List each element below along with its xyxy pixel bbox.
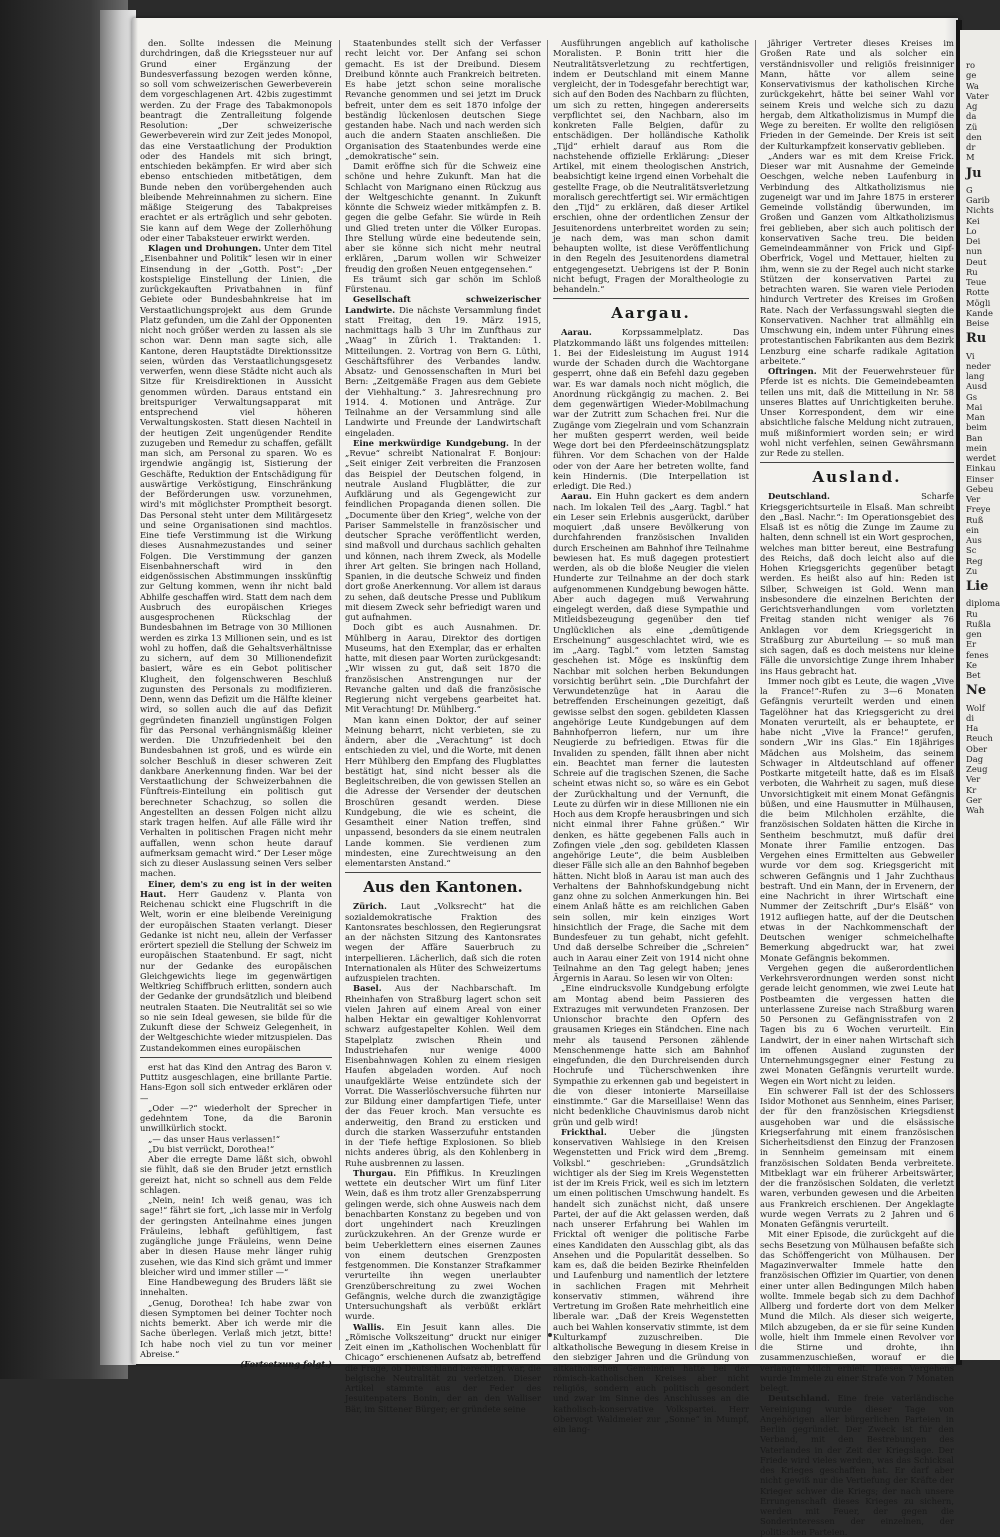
- next-page-line-fragment: Deut: [966, 256, 987, 267]
- next-page-line-fragment: G: [966, 184, 973, 195]
- article-paragraph: „Eine eindrucksvolle Kundgebung erfolgte am Montag abend beim Passieren des Extrazuges mit verwundeten Franzosen. Der Unionschor brachte den Opfern des grausamen Krieges ein Ständchen. Eine nach mehr als tausend Personen zählende Menschenmenge hatte sich am Bahnhof eingefunden, die den Durchreisenden durch Hochrufe und Tücherschwenken ihre Sympathie zu erkennen gab und begeistert in die von dieser intonierte Marseillaise einstimmte.“ Gar die Marseillaise! Wenn das nicht bedenkliche Chauvinismus darob nicht grün und gelb wird!: [553, 983, 749, 1127]
- feuilleton-paragraph: „Oder —?“ wiederholt der Sprecher in gedehntem Tone, da die Baronin unwillkürlich stockt.: [140, 1102, 332, 1134]
- article-paragraph: Eine merkwürdige Kundgebung. In der „Revue“ schreibt Nationalrat F. Bonjour: „Seit einiger Zeit verbreiten die Franzosen das Beispiel der Deutschen folgend, in neutrale Ausland Flugblätter, die zur Aufklärung und als Gegengewicht zur feindlichen Propaganda dienen sollen. Die „Documente über den Krieg“, welche von der Pariser Sammelstelle in französischer und deutscher Sprache veröffentlicht werden, sind maßvoll und durchaus sachlich gehalten und können, nach ihrem Zweck, als Modelle ihrer Art gelten. Sie bringen nach Holland, Spanien, in die deutsche Schweiz und finden dort große Anerkennung. Vor allem ist daraus zu sehen, daß deutsche Presse und Publikum mit diesem Zweck sehr befriedigt waren und gut aufnahmen.: [345, 437, 541, 622]
- section-divider: [760, 462, 954, 463]
- article-heading: Aarau.: [561, 491, 592, 502]
- feuilleton-paragraph: erst hat das Kind den Antrag des Baron v. Puttitz ausgeschlagen, eine brillante Partie. Hans-Egon soll sich entweder erklären oder —: [140, 1061, 332, 1103]
- next-page-line-fragment: Einkau: [966, 463, 996, 474]
- next-page-line-fragment: Reg: [966, 555, 983, 566]
- page-edge: [100, 10, 136, 1365]
- next-page-line-fragment: ge: [966, 70, 977, 81]
- next-page-line-fragment: Gs: [966, 391, 977, 402]
- next-page-line-fragment: Ruß: [966, 514, 984, 525]
- article-paragraph: Mit einer Episode, die zurückgeht auf die sechs Besetzung von Mülhausen befaßte sich das Schöffengericht von Mülhausen. Der Magazinverwalter Immele hatte den französischen Offizier im Quartier, von denen einer unter allen Bedingungen Milch haben wollte. Immele begab sich zu dem Dachhof Allberg und forderte dort von dem Melker Mund die Milch. Als dieser sich weigerte, Milch abzugeben, da er sie für seine Kunden wolle, hielt ihm Immele einen Revolver vor die Stirne und drohte, ihn zusammenzuschießen, worauf er die verlangte Milch erhielt. Dieses Vergehens wurde Immele zu einer Strafe von 7 Monaten belegt.: [760, 1229, 954, 1393]
- column-1-articles: [140, 38, 332, 1053]
- next-page-line-fragment: Lo: [966, 225, 977, 236]
- article-paragraph: Man kann einen Doktor, der auf seiner Meinung beharrt, nicht verbieten, sie zu ändern, aber die „Verachtung“ ist doch entschieden zu viel, und die Worte, mit denen Herr Mühlberg den Empfang des Flugblattes bestätigt hat, sind nicht besser als die Begleitschreiben, die von gewissen Stellen an die Adresse der Versender der deutschen Broschüren gesandt werden. Diese Kundgebung, die wie es scheint, die Gesamtheit einer Nation treffen, sind unpassend, besonders da sie einem neutralen Lande kommen. Sie verdienen zum mindesten, eine Zurechtweisung an den elementarsten Anstand.“: [345, 714, 541, 868]
- column-1: [140, 38, 332, 1369]
- next-page-line-fragment: da: [966, 111, 977, 122]
- next-page-text-fragments: [962, 60, 1000, 1350]
- article-paragraph: Basel. Aus der Nachbarschaft. Im Rheinhafen von Straßburg lagert schon seit vielen Jahren auf einem Areal von einer halben Hektar ein gewaltiger Kohlenvorrat schwarz aufgestapelter Kohlen. Weil dem Stapelplatz zwischen Rhein und Industriehafen nur wenige 4000 Eisenbahnwagen Kohlen zu einem riesigen Haufen abgeladen worden. Auf noch unaufgeklärte Weise entzündete sich der Vorrat. Die Wasserlöschversuche führten nur zur Bildung einer dampfartigen Tiefe, unter der das Feuer kroch. Man versuchte es anderweitig, den Brand zu ersticken und durch die starken Wasserzufuhr entstanden in der Tiefe heftige Explosionen. So blieb nichts anderes übrig, als den Kohlenberg in Ruhe ausbrennen zu lassen.: [345, 983, 541, 1168]
- article-heading: Oftringen.: [768, 366, 817, 376]
- column-rule: [339, 40, 340, 1350]
- continued-note: (Fortsetzung folgt.): [240, 1359, 332, 1369]
- next-page-line-fragment: Ger: [966, 794, 982, 805]
- article-heading: Eine merkwürdige Kundgebung.: [353, 437, 509, 448]
- next-page-line-fragment: Vater: [966, 90, 989, 101]
- next-page-line-fragment: Ver: [966, 494, 981, 504]
- next-page-line-fragment: Gebeu: [966, 483, 994, 494]
- article-heading: Aarau.: [561, 327, 592, 338]
- next-page-line-fragment: Ha: [966, 723, 979, 733]
- section-divider: [345, 872, 541, 873]
- next-page-line-fragment: Zu: [966, 565, 978, 576]
- article-paragraph: Deutschland. Eine freie vaterländische Vereinigung wurde dieser Tage von Angehörigen aller bürgerlichen Parteien in Berlin gegründet. Der Zweck ist für den Verband, mit den Bestrebungen des Vaterlandes in der Zeit der Kriegslage. Der Friede wird vieles werden, was das Schicksal des Krieges geschaffen hat. Er darf aber nicht gewiß nur die Vertiefung der Kräfte der Krieger schwer die Kriegs; der nach unsere Errungenschaft dieses Krieges zu sichern, werden mit Feuer, der gegen die Sonderinteressen der einzelnen, der politischen Parteien.: [760, 1393, 955, 1537]
- next-page-line-fragment: gen: [966, 629, 982, 639]
- article-paragraph: Ausführungen angeblich auf katholische Moralisten. P. Bonin tritt hier die Neutralitätsverletzung zu rechtfertigen, indem er Deutschland mit einem Manne vergleicht, der in Todesgefahr berechtigt war, sich auf den Boden des Nachbarn zu flüchten, um sich zu retten, hingegen andererseits verpflichtet sei, den Nachbarn, also im konkreten Falle Belgien, dafür zu entschädigen. Der holländische Katholik „Tijd“ erhielt darauf aus Rom die nachstehende offizielle Erklärung: „Dieser Artikel, mit einem theologischen Anstrich, beabsichtigt keine irgend einen Vorbehalt die gestellte Frage, ob die Neutralitätsverletzung moralisch gerechtfertigt sei. Wir ermächtigen den „Tijd“ zu erklären, daß dieser Artikel erschien, ohne der ordentlichen Zensur der Jesuitenordens unterbreitet worden zu sein; je nach dem, was man schon damit behaupten wollte, ist diese Veröffentlichung in den Regeln des Jesuitenordens diametral entgegengesetzt. Uebrigens ist der P. Bonin nicht befugt, Fragen der Moraltheologie zu behandeln.“: [553, 38, 749, 294]
- next-page-line-fragment: Ru: [966, 266, 978, 277]
- next-page-heading-fragment: Ne: [966, 683, 987, 699]
- next-page-line-fragment: Wah: [966, 805, 985, 815]
- article-heading: Deutschland.: [768, 491, 830, 502]
- article-heading: Frickthal.: [561, 1126, 607, 1137]
- next-page-line-fragment: Aus: [966, 535, 982, 545]
- article-heading: Basel.: [353, 983, 382, 994]
- next-page-line-fragment: lang: [966, 371, 985, 381]
- next-page-line-fragment: Kr: [966, 784, 977, 795]
- article-heading: Deutschland.: [768, 1393, 830, 1404]
- next-page-line-fragment: Bet: [966, 670, 981, 680]
- feuilleton-paragraph: Aber die erregte Dame läßt sich, obwohl sie fühlt, daß sie den Bruder jetzt ernstlich gereizt hat, nicht so schnell aus dem Felde schlagen.: [140, 1154, 332, 1195]
- next-page-line-fragment: Reuch: [966, 733, 993, 744]
- next-page-line-fragment: Zü: [966, 121, 978, 132]
- next-page-line-fragment: Nichts: [966, 205, 994, 216]
- feuilleton-paragraph: „Nein, nein! Ich weiß genau, was ich sage!“ fährt sie fort, „ich lasse mir in Verfolg der geringsten Anteilnahme eines jungen Fräuleins, lebhaft gefühltigem, fast zugängliche junge Fräuleins, wenn Deine aber in diesen Hause mehr länger ruhig zusehen, wie das Kind sich grämt und immer bleicher wird und immer stiller —“: [140, 1195, 332, 1277]
- article-heading: Gesellschaft schweizerischer Landwirte.: [345, 294, 541, 315]
- next-page-line-fragment: Wolf: [966, 702, 985, 713]
- next-page-line-fragment: diploma: [966, 598, 1000, 609]
- column-rule: [547, 40, 548, 1350]
- article-paragraph: den. Sollte indessen die Meinung durchdringen, daß die Kriegssteuer nur auf Grund einer Ergänzung der Bundesverfassung bezogen werden könne, so soll vom schweizerischen Gewerbeverein dem vorgeschlagenen Art. 42bis zugestimmt werden. Zu der Frage des Tabakmonopols beantragt die Zentralleitung folgende Resolution: „Der schweizerische Gewerbeverein wird zur Zeit jedes Monopol, das eine Verstaatlichung der Produktion oder des Handels mit sich bringt, entschieden bekämpfen. Er wird aber sich ebenso entschieden mitbetätigen, dem Bunde neben den vorübergehenden auch bleibende Mehreinnahmen zu sichern. Eine mäßige Steigerung des Tabakpreises erachtet er als erträglich und sehr geboten. Sie kann auf dem Wege der Zollerhöhung oder einer Tabaksteuer erwirkt werden.: [140, 38, 332, 243]
- next-page-line-fragment: neder: [966, 360, 991, 371]
- article-paragraph: Damit eröffne sich für die Schweiz eine schöne und hehre Zukunft. Man hat die Schlacht von Marignano einen Rückzug aus der Weltgeschichte genannt. In Zukunft könnte die Schweiz wieder mitkämpfen z. B. gegen die gelbe Gefahr. Sie würde in Reih und Glied treten unter die Völker Europas. Ihre Stellung würde eine bedeutende sein, aber sie könne sich nicht mehr neutral erklären, „Darum wollen wir Schweizer freudig den großen Neuen entgegensehen.“: [345, 161, 541, 274]
- article-heading: Einer, dem's zu eng ist in der weiten Haut.: [140, 878, 332, 899]
- page-fold-shadow: [132, 18, 138, 1364]
- next-page-line-fragment: Mögli: [966, 297, 991, 308]
- article-paragraph: Aarau. Korpssammelplatz. Das Platzkommando läßt uns folgendes mitteilen: 1. Bei der Eidesleistung im August 1914 wurde der Schaden durch die Wachtorgane gesperrt, ohne daß ein Befehl dazu gegeben war. Es war damals noch nicht möglich, die Anordnung rückgängig zu machen. 2. Bei dem gegenwärtigen Wieder-Mobilmachung war der Zutritt zum Schachen frei. Nur die Zugänge vom Ziegelrain und vom Schanzrain her mußten gesperrt werden, weil beide Wege dort bei den Pferdeeinschätzungsplatz führen. Vor dem Schachen von der Halde oder von der Aare her betreten wollte, fand kein Hindernis. (Die Interpellation ist erledigt. Die Red.): [553, 327, 749, 491]
- column-2: [345, 38, 541, 1414]
- feuilleton-paragraph: Eine Handbewegung des Bruders läßt sie innehalten.: [140, 1277, 332, 1298]
- article-paragraph: Ein schwerer Fall ist der des Schlossers Isidor Mothonet aus Sennheim, eines Pariser, der für den französischen Kriegsdienst ausgehoben war und die elsässische Kriegserfahrung mit einem französischen Sicherheitsdienst den Einzug der Franzosen in Sennheim gemeinsam mit einem französischen Soldaten Benda verbreitete. Mitbeklagt war ein früherer Arbeitswärter, der die französischen Soldaten, die verletzt waren, verbunden gewesen und die Arbeiten aus Frankreich erschienen. Der Angeklagte wurde wegen Verrats zu 2 Jahren und 6 Monaten Gefängnis verurteilt.: [760, 1085, 954, 1229]
- next-page-line-fragment: Kande: [966, 307, 993, 318]
- next-page-line-fragment: ro: [966, 60, 976, 70]
- next-page-line-fragment: Mai: [966, 401, 983, 412]
- article-paragraph: Aarau. Ein Huhn gackert es dem andern nach. Im lokalen Teil des „Aarg. Tagbl.“ hat ein Leser sein Erlebnis ausgerückt, darüber moquiert ,daß unsere Bevölkerung von durchfahrenden französischen Invaliden durch Erscheinen am Bahnhof ihre Teilnahme bewiesen hat. Es muß dagegen protestiert werden, als ob die bloße Neugier die vielen Hunderte zur Teilnahme an der doch stark aufgenommenen Kundgebung bewogen hätte. Aber auch dagegen muß Verwahrung eingelegt werden, daß diese Sympathie und Mitleidsbezeugung gegenüber den tief Unglücklichen als eine „demütigende Erscheinung“ ausgeschlachtet wird, wie es im „Aarg. Tagbl.“ vom letzten Samstag geschehen ist. Möge es inskünftig dem Nachbar mit solchen herben Bekundungen vorsichtig berührt sein. „Die Durchfahrt der Verwundetenzüge hat in Aarau die betreffenden Erscheinungen gezeitigt, daß gewisse selbst den sogen. gebildeten Klassen angehörige Leute Kundgebungen auf dem Bahnhofperron liefern, nur um ihre Neugierde zu befriedigen. Etwas für die Invaliden zu spenden, fällt ihnen aber nicht ein. Beachtet man ferner die lautesten Schreie auf die tragischen Szenen, die Sache scheint etwas nicht so, so wäre es ein Gebot der Zurückhaltung und der Vernunft, die Leute zu dürfen wir in diese Millionen nie ein Hoch aus dem Kropfe herausbringen und sich nicht einmal ihrer Fahne grüßen.“ Wir denken, es hätte gegebenen Falls auch in Zofingen viele „den sog. gebildeten Klassen angehörige Leute“, die beim Ausbleiben dieser Fälle sich alle an den Bahnhof begeben hätten. Nicht bloß in Aarau ist man auch des Verhaltens der Bahnhofskundgebung nicht ganz ohne zu solchen Anmerkungen hin. Bei einem Anlaß hätte es am reichlichen Gaben sein sollen, mir kein einziges Wort hinsichtlich der Frage, die Sache mit dem Bundesfeuer zu tun gehabt, nicht gefehlt. Und daß derselbe Schreiber die „Schreien“ auch in Aarau einer Zeit von 1914 nicht ohne Teilnahme an den Tag gelegt haben; jenes Ärgernis in Aarau. So lesen wir von Olten:: [553, 491, 749, 983]
- next-page-line-fragment: ein: [966, 524, 980, 535]
- next-page-line-fragment: Garib: [966, 195, 990, 205]
- feuilleton: [140, 1062, 332, 1370]
- next-page-line-fragment: Rotte: [966, 287, 990, 298]
- next-page-line-fragment: fenes: [966, 649, 989, 660]
- column-4: [760, 38, 955, 1537]
- article-paragraph: Es träumt sich gar schön im Schloß Fürstenau.: [345, 273, 541, 294]
- next-page-line-fragment: Man: [966, 412, 985, 422]
- next-page-line-fragment: nun: [966, 246, 983, 257]
- next-page-heading-fragment: Ju: [966, 165, 982, 181]
- section-title-aargau: Aargau.: [611, 304, 691, 323]
- next-page-line-fragment: Ru: [966, 608, 978, 619]
- article-paragraph: „Anders war es mit dem Kreise Frick. Dieser war mit Ausnahme der Gemeinde Oeschgen, welche neben Laufenburg in Verbindung des Altkatholizismus nie zugeneigt war und im Jahre 1875 in ersterer Gemeinde vollständig überwunden, im Großen und Ganzen vom Altkatholizismus frei geblieben, aber sich auch politisch der konservativen Sache treu. Die beiden Gemeindeammänner von Frick und Gipf-Oberfrick, Vogel und Mettauer, hielten zu ihm, wenn sie zu der Regel auch nicht starke Stützen der konservativen Partei zu betrachten waren. Sie waren viele Perioden hindurch Vertreter des Kreises im Großen Rate. Nach der Verfassungswahl siegten die Konservativen. Nachher trat allmählig ein Umschwung ein, indem unter Führung eines protestantischen Fabrikanten aus dem Bezirk Lenzburg eine scharfe radikale Agitation arbeitete.“: [760, 150, 954, 366]
- next-page-heading-fragment: Ru: [966, 331, 987, 347]
- next-page-line-fragment: di: [966, 712, 975, 723]
- article-paragraph: Gesellschaft schweizerischer Landwirte. Die nächste Versammlung findet statt Freitag, den 19. März 1915, nachmittags halb 3 Uhr im Zunfthaus zur „Waag“ in Zürich 1. Traktanden: 1. Mitteilungen. 2. Vortrag von Bern G. Lüthi, Geschäftsführer des Verbandes landw. Absatz- und Genossenschaften in Muri bei Bern: „Zeitgemäße Fragen aus dem Gebiete der Viehhaltung.“ 3. Jahresrechnung pro 1914. 4. Motionen und Anträge. Zur Teilnahme an der Versammlung sind alle Landwirte und Freunde der Landwirtschaft eingeladen.: [345, 294, 541, 438]
- next-page-line-fragment: M: [966, 152, 975, 163]
- article-heading: Thurgau.: [353, 1167, 397, 1178]
- section-title-kantone: Aus den Kantonen.: [363, 878, 523, 897]
- next-page-line-fragment: Ke: [966, 659, 977, 670]
- next-page-line-fragment: Dei: [966, 236, 981, 246]
- column-rule: [755, 40, 756, 1350]
- feuilleton-paragraph: „Du bist verrückt, Dorothea!“: [148, 1143, 275, 1154]
- next-page-line-fragment: Ober: [966, 743, 988, 754]
- next-page-line-fragment: den: [966, 131, 982, 142]
- section-title-ausland: Ausland.: [812, 468, 902, 487]
- article-paragraph: Staatenbundes stellt sich der Verfasser recht leicht vor. Der Anfang sei schon gemacht. Es ist der Dreibund. Diesem Dreibund könnte auch Frankreich beitreten. Es habe jetzt schon seine moralische Revanche genommen und sei jetzt im Druck befreit, unter dem es seit 1870 infolge der beständig lückenlosen deutschen Siege gestanden habe. Nach und nach werden sich auch die andern Staaten anschließen. Die Organisation des Staatenbundes werde eine „demokratische“ sein.: [345, 38, 541, 161]
- next-page-line-fragment: Wa: [966, 80, 979, 91]
- next-page-line-fragment: werdet: [966, 453, 996, 463]
- next-page-line-fragment: Er: [966, 639, 977, 650]
- article-paragraph: Doch gibt es auch Ausnahmen. Dr. Mühlberg in Aarau, Direktor des dortigen Museums, hat den Exemplar, das er erhalten hatte, mit diesen paar Worten zurückgesandt: „Wir wissen zu gut, daß seit 1870 die französischen Anstrengungen nur der Revanche galten und daß die französische Regierung nicht vergebens gearbeitet hat. Mit Verachtung! Dr. Mühlberg.“: [345, 622, 541, 715]
- article-paragraph: Frickthal. Ueber die jüngsten konservativen Wahlsiege in den Kreisen Wegenstetten und Frick wird dem „Bremg. Volksbl.“ geschrieben: „Grundsätzlich wichtiger als der Sieg im Kreis Wegenstetten ist der im Kreis Frick, weil es sich im letztern um einen politischen Umschwung handelt. Es handelt sich zunächst nicht, daß unsere Partei, der auf die Akt gelassen werden, daß nach unserer Erfahrung bei Wahlen im Fricktal oft weniger die politische Farbe eines Kandidaten den Ausschlag gibt, als das Ansehen und die Popularität desselben. So kam es, daß die beiden Bezirke Rheinfelden und Laufenburg und namentlich der letztere in sachlichen Fragen mit Mehrheit konservativ stimmen, während ihre Vertretung im Großen Rate mehrheitlich eine liberale war. „Daß der Kreis Wegenstetten auch bei Wahlen konservativ stimmte, ist dem Kulturkampf zuzuschreiben. Die altkatholische Bewegung in diesem Kreise in den siebziger Jahren und die Gründung von altkatholischen Gemeinden hatte bei der römisch-katholischen Kreises aber nicht religiös, sondern auch politisch gesondert und zwar im Sinne des Anschlusses an die katholisch-konservative Volkspartei. Herr Obervogt Waldmeier zur „Sonne“ in Mumpf, ein lang-: [553, 1126, 749, 1434]
- column-3: [553, 38, 749, 1434]
- next-page-line-fragment: mein: [966, 442, 987, 453]
- next-page-line-fragment: dr: [966, 142, 976, 152]
- next-page-line-fragment: Teue: [966, 277, 987, 287]
- next-page-line-fragment: Freye: [966, 504, 991, 515]
- article-heading: Wallis.: [353, 1321, 385, 1332]
- next-page-line-fragment: Vi: [966, 350, 975, 361]
- article-paragraph: Thurgau. Ein Pfiffikus. In Kreuzlingen wettete ein deutscher Wirt um fünf Liter Wein, daß es ihm trotz aller Grenzabsperrung gelingen werde, sich ohne Ausweis nach dem benachbarten Konstanz zu begeben und von dort ungehindert nach Kreuzlingen zurückzukehren. An der Grenze wurde er beim Ueberklettern eines eisernen Zaunes von einem deutschen Grenzposten festgenommen. Die Konstanzer Strafkammer verurteilte ihn wegen unerlaubter Grenzüberschreitung zu zwei Wochen Gefängnis, welche durch die zwanzigtägige Untersuchungshaft als verbüßt erklärt wurde.: [345, 1167, 541, 1322]
- article-heading: Klagen und Drohungen.: [148, 243, 262, 253]
- next-page-line-fragment: Beise: [966, 318, 990, 328]
- next-page-line-fragment: Ver: [966, 774, 981, 785]
- next-page-heading-fragment: Lie: [966, 579, 989, 594]
- article-paragraph: Einer, dem's zu eng ist in der weiten Haut. Herr Gaudenz v. Planta von Reichenau schickt eine Flugschrift in die Welt, worin er eine bleibende Vereinigung der europäischen Staaten verlangt. Dieser Gedanke ist nicht neu, allein der Verfasser erörtert speziell die Stellung der Schweiz im europäischen Staatenbund. Er sagt, nicht nur der Gedanke des europäischen Gleichgewichts liege im gegenwärtigen Weltkrieg Schiffbruch erlitten, sondern auch der Gedanke der grundsätzlich und bleibend neutralen Staaten. Die Neutralität sei so wie so nie sein Ideal gewesen, sie bilde für die Zukunft diese der Schweiz Gelegenheit, in der Weltgeschichte wieder mitzuspielen. Das Zustandekommen eines europäischen: [140, 878, 332, 1053]
- next-page-line-fragment: Einser: [966, 473, 994, 484]
- article-paragraph: Oftringen. Mit der Feuerwehrsteuer für Pferde ist es nichts. Die Gemeindebeamten teilen uns mit, daß die Mitteilung in Nr. 58 unseres Blattes auf Unrichtigkeiten beruhe. Unser Korrespondent, dem wir eine absichtliche falsche Meldung nicht zutrauen, muß mißinformiert worden sein; er wird wohl nicht verfehlen, seinen Gewährsmann zur Rede zu stellen.: [760, 366, 954, 458]
- next-page-line-fragment: Ag: [966, 101, 978, 111]
- feuilleton-divider: [140, 1057, 332, 1058]
- article-paragraph: Zürich. Laut „Volksrecht“ hat die sozialdemokratische Fraktion des Kantonsrates beschlossen, den Regierungsrat an der nächsten Sitzung des Kantonsrates wegen der Affäre Sauerbruch zu interpellieren. Lächerlich, daß sich die roten Internationalen als Hüter des Schweizertums aufzuspielen trachten.: [345, 901, 541, 983]
- article-paragraph: Deutschland. Scharfe Kriegsgerichtsurteile in Elsaß. Man schreibt den „Basl. Nachr.“: Im Operationsgebiet des Elsaß ist es nötig die Zunge im Zaume zu halten, denn schnell ist ein Wort gesprochen, welches man bitter bereut, eine Bestrafung des Reichs, daß doch leicht also auf die Hohen Kriegsgerichts gegenüber betagt werden. Es heißt also auf hin: Reden ist Silber, Schweigen ist Gold. Wenn man insbesondere die einzelnen Berichten der Gerichtsverhandlungen vom vorletzten Freitag standen nicht weniger als 76 Anklagen vor dem Kriegsgericht in Straßburg zur Aburteilung — so muß man sich sagen, daß es doch meistens nur kleine Fälle die unvorsichtige Zunge ihrem Inhaber ins Haus gebracht hat.: [760, 491, 954, 676]
- next-page-line-fragment: Ban: [966, 432, 983, 443]
- feuilleton-paragraph: „Genug, Dorothea! Ich habe zwar von diesen Symptomen bei deiner Tochter noch nichts bemerkt. Aber ich werde mir die Sache überlegen. Verlaß mich jetzt, bitte! Ich habe noch viel zu tun vor meiner Abreise.“: [140, 1297, 332, 1359]
- next-page-line-fragment: Kei: [966, 215, 980, 226]
- next-page-line-fragment: beim: [966, 422, 987, 433]
- feuilleton-paragraph: „— das unser Haus verlassen!“: [148, 1133, 281, 1144]
- article-paragraph: Klagen und Drohungen. Unter dem Titel „Eisenbahner und Politik“ lesen wir in einer Einsendung in der „Gotth. Post“: „Der kostspielige Einstellung der Linien, die zurückgekauften Privatbahnen in fünf Gebiete oder Bundesbahnkreise hat im Verstaatlichungsprojekt aus dem Grunde Platz gefunden, um die Zahl der Opponenten nicht noch größer werden zu lassen als sie schon war. Denn man sagte sich, alle Kantone, deren Hauptstädte Direktionssitze seien, würden das Verstaatlichungsgesetz verwerfen, wenn diese Städte nicht auch als Sitze für Kreisdirektionen in Aussicht genommen würden. Daraus entstand ein breitspuriger Verwaltungsapparat mit entsprechend viel höheren Verwaltungskosten. Statt diesen Nachteil in der heutigen Zeit ungenügender Rendite zuzugeben und Remedur zu schaffen, gefällt man sich, am Personal zu sparen. Wo es irgendwie angängig ist, Sistierung der Geschäfte, Reduktion der Entschädigung für auswärtige Verköstigung, Einschränkung der Beförderungen usw. vorzunehmen, wird's mit möglichster Promptheit besorgt. Das Personal steht unter dem Militärgesetz und seine Organisationen sind machtlos. Eine tiefe Verstimmung ist die Wirkung dieses Ausnahmezustandes und seiner Folgen. Die Verstimmung der ganzen Eisenbahnerschaft wird in den eidgenössischen Abstimmungen insskünftig zur Geltung kommen, wenn ihr nicht bald Abhilfe geschaffen wird. Statt dem nach dem Ausbruch des europäischen Krieges ausgesprochenen Rückschlag der Bundesbahnen im Betrage von 30 Millionen werden es zirka 13 Millionen sein, und es ist wohl zu hoffen, daß die Gehaltsverhältnisse zu sichern, auf dem 30 Millionendefizit basiert, wäre es ein Gebot politischer Klugheit, den folgenschweren Beschluß zugunsten des Personals zu modifizieren. Denn, wenn das Defizit um die Hälfte kleiner wird, so sollen auch die auf das Defizit gegründeten finanziell ungünstigen Folgen für das Personal verhängnismäßig kleiner werden. Die Unzufriedenheit bei den Bundesbahnen ist groß, und es würde ein solcher Beschluß in dieser schweren Zeit dankbare Anerkennung finden. War bei der Verstaatlichung der Schweizerbahnen die Fünftreis-Einteilung ein politisch gut berechneter Schachzug, so sollen die Angestellten an dessen Folgen nicht allzu stark tragen helfen. Auf alle Fälle wird ihr Verhalten in politischen Fragen nicht mehr auffallen, wenn schon heute darauf aufmerksam gemacht wird.“ Der Leser möge sich zu dieser Auslassung seinen Vers selber machen.: [140, 243, 332, 879]
- next-page-line-fragment: Dag: [966, 753, 984, 764]
- article-paragraph: Vergehen gegen die außerordentlichen Verkehrsverordnungen werden sonst nicht gerade leicht genommen, wie zwei Leute hat Postbeamten die vergessen hatten die unterlassene Zureise nach Straßburg waren 50 Personen zu Gefängnisstrafen von 2 Tagen bis zu 6 Wochen verurteilt. Ein Landwirt, der in einer nahen Wirtschaft sich im offenen Ausland zugunsten der Unternehmungsgegner einer Festung zu zwei Monaten Gefängnis verurteilt wurde. Wegen ein Wort nicht zu leiden.: [760, 962, 954, 1086]
- article-heading: Zürich.: [353, 901, 387, 912]
- next-page-line-fragment: Ausd: [966, 381, 988, 392]
- article-paragraph: jähriger Vertreter dieses Kreises im Großen Rate und als solcher ein verständnisvoller und religiös freisinniger Mann, hätte vor allem seine Konservativismus der katholischen Kirche zurückgekehrt, hätte bei seiner Wahl vor seinem Kreis und welche sich zu dazu hergab, dem Altkatholizismus in Mumpf die Wege zu bereiten. Er wollte den religiösen Frieden in der Gemeinde. Der Kreis ist seit der Kulturkampfzeit konservativ geblieben.: [760, 38, 954, 151]
- article-paragraph: Wallis. Ein Jesuit kann alles. Die „Römische Volkszeitung“ druckt nur einiger Zeit einen im „Katholischen Wochenblatt für Chicago“ erschienenen Aufsatz ab, betreffend die Frage, ob Deutschland berechtigt war, die belgische Neutralität zu verletzen. Dieser Artikel stammte aus der Feder des Jesuitenpaters Bonin, der an den Walliser Bär, im Sittener Bürger; er gründete seine: [345, 1321, 541, 1414]
- section-divider: [553, 298, 749, 299]
- page-dot: [548, 1333, 552, 1337]
- article-paragraph: Immer noch gibt es Leute, die wagen „Vive la France!“-Rufen zu 3—6 Monaten Gefängnis verurteilt werden und einen Tagelöhner hat das Kriegsgericht zu drei Monaten verurteilt, als er behauptete, er habe nicht „Vive la France!“ gerufen, sondern „Wir ins Glas.“ Ein 18jähriges Mädchen aus Molsheim, das seinem Schwager in Altdeutschland auf offener Postkarte mitgeteilt hatte, daß es im Elsaß verboten, die Wahrheit zu sagen, muß diese Unvorsichtigkeit mit einem Monat Gefängnis büßen, und eine Hausmutter in Mülhausen, die beim Milchholen erzählte, die französischen Soldaten hätten die Kirche in Sentheim beschmutzt, muß dafür drei Monate ihrer Familie entzogen. Das Vergehen eines Ermittelten aus Gebweiler wurde vor dem sog. Kriegsgericht mit schweren Gefängnis und 1 Jahr Zuchthaus bestraft. Und ein Mann, der in Ervenern, der eine Nachricht in ihrer Wirtschaft eine Nummer der Zeitschrift „Dur's Elsäß“ von 1912 aufliegen hatte, auf der die Deutschen etwas in der Nachkommenschaft der Deutschen weniger schmeichelhafte Bemerkung abgedruckt war, hat zwei Monate Gefängnis bekommen.: [760, 675, 954, 963]
- next-page-line-fragment: Zeug: [966, 764, 988, 774]
- next-page-line-fragment: Sc: [966, 545, 977, 556]
- next-page-line-fragment: Rußla: [966, 618, 991, 629]
